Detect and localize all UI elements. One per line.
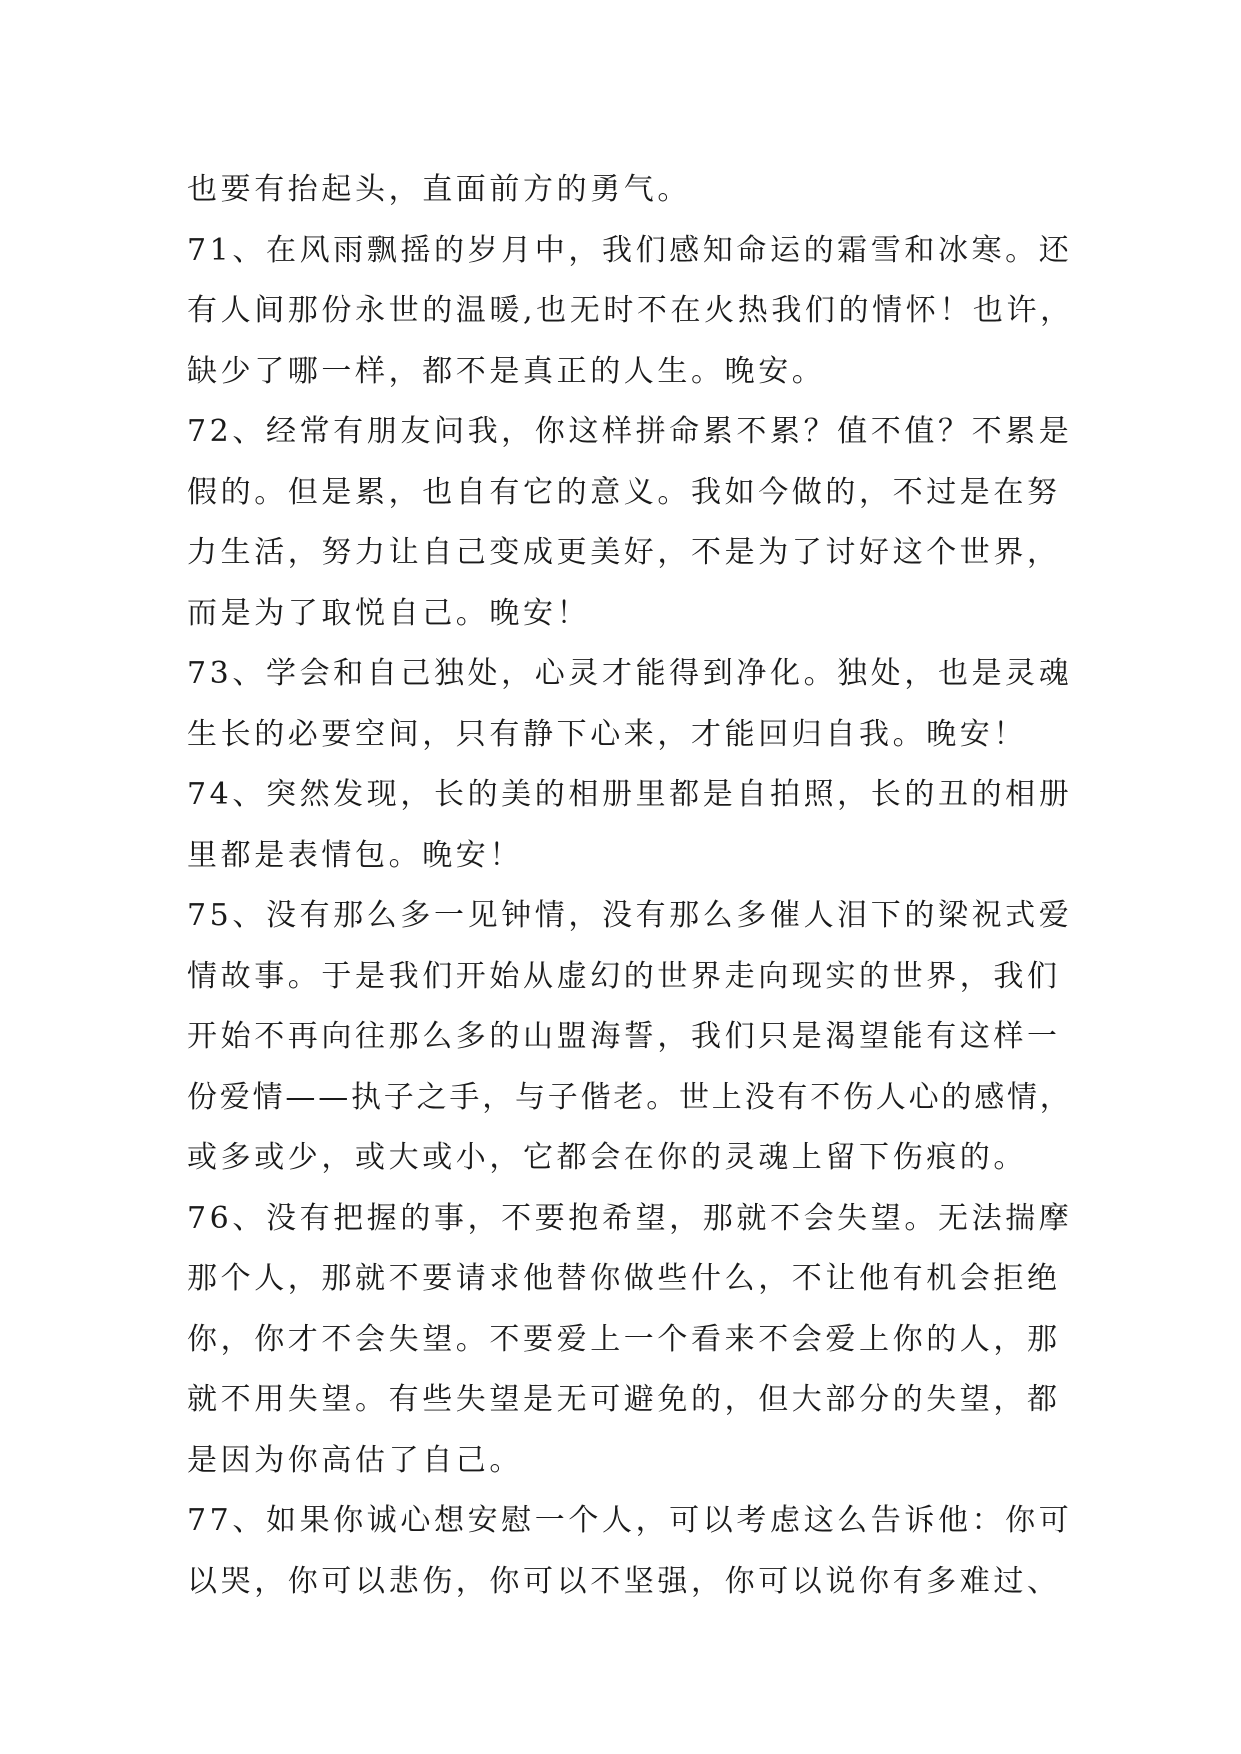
text-line: 你，你才不会失望。不要爱上一个看来不会爱上你的人，那 xyxy=(187,1321,1061,1357)
text-line: 75、没有那么多一见钟情，没有那么多催人泪下的梁祝式爱 xyxy=(187,898,1073,933)
text-line: 力生活，努力让自己变成更美好，不是为了讨好这个世界， xyxy=(187,535,1061,570)
text-line: 情故事。于是我们开始从虚幻的世界走向现实的世界，我们 xyxy=(187,958,1061,994)
text-line: 74、突然发现，长的美的相册里都是自拍照，长的丑的相册 xyxy=(187,777,1073,812)
text-line: 以哭，你可以悲伤，你可以不坚强，你可以说你有多难过、 xyxy=(187,1563,1061,1599)
text-line: 里都是表情包。晚安！ xyxy=(187,837,523,873)
text-line: 或多或少，或大或小，它都会在你的灵魂上留下伤痕的。 xyxy=(187,1140,1027,1175)
text-line: 生长的必要空间，只有静下心来，才能回归自我。晚安！ xyxy=(187,716,1027,752)
text-line: 72、经常有朋友问我，你这样拼命累不累？值不值？不累是 xyxy=(187,414,1073,449)
text-line: 也要有抬起头，直面前方的勇气。 xyxy=(187,172,691,207)
text-line: 而是为了取悦自己。晚安！ xyxy=(187,595,591,631)
text-line: 那个人，那就不要请求他替你做些什么，不让他有机会拒绝 xyxy=(187,1261,1061,1296)
text-line: 76、没有把握的事，不要抱希望，那就不会失望。无法揣摩 xyxy=(187,1200,1073,1236)
text-line: 就不用失望。有些失望是无可避免的，但大部分的失望，都 xyxy=(187,1382,1061,1417)
text-line: 73、学会和自己独处，心灵才能得到净化。独处，也是灵魂 xyxy=(187,656,1073,691)
text-line: 开始不再向往那么多的山盟海誓，我们只是渴望能有这样一 xyxy=(187,1019,1061,1054)
text-line: 份爱情——执子之手，与子偕老。世上没有不伤人心的感情， xyxy=(187,1079,1073,1115)
text-line: 缺少了哪一样，都不是真正的人生。晚安。 xyxy=(187,353,826,389)
text-line: 77、如果你诚心想安慰一个人，可以考虑这么告诉他：你可 xyxy=(187,1503,1073,1538)
text-line: 有人间那份永世的温暖,也无时不在火热我们的情怀！也许， xyxy=(187,293,1074,328)
text-line: 是因为你高估了自己。 xyxy=(187,1442,523,1478)
document-body xyxy=(187,160,1077,1612)
text-line: 假的。但是累，也自有它的意义。我如今做的，不过是在努 xyxy=(187,474,1061,510)
text-line: 71、在风雨飘摇的岁月中，我们感知命运的霜雪和冰寒。还 xyxy=(187,232,1073,268)
